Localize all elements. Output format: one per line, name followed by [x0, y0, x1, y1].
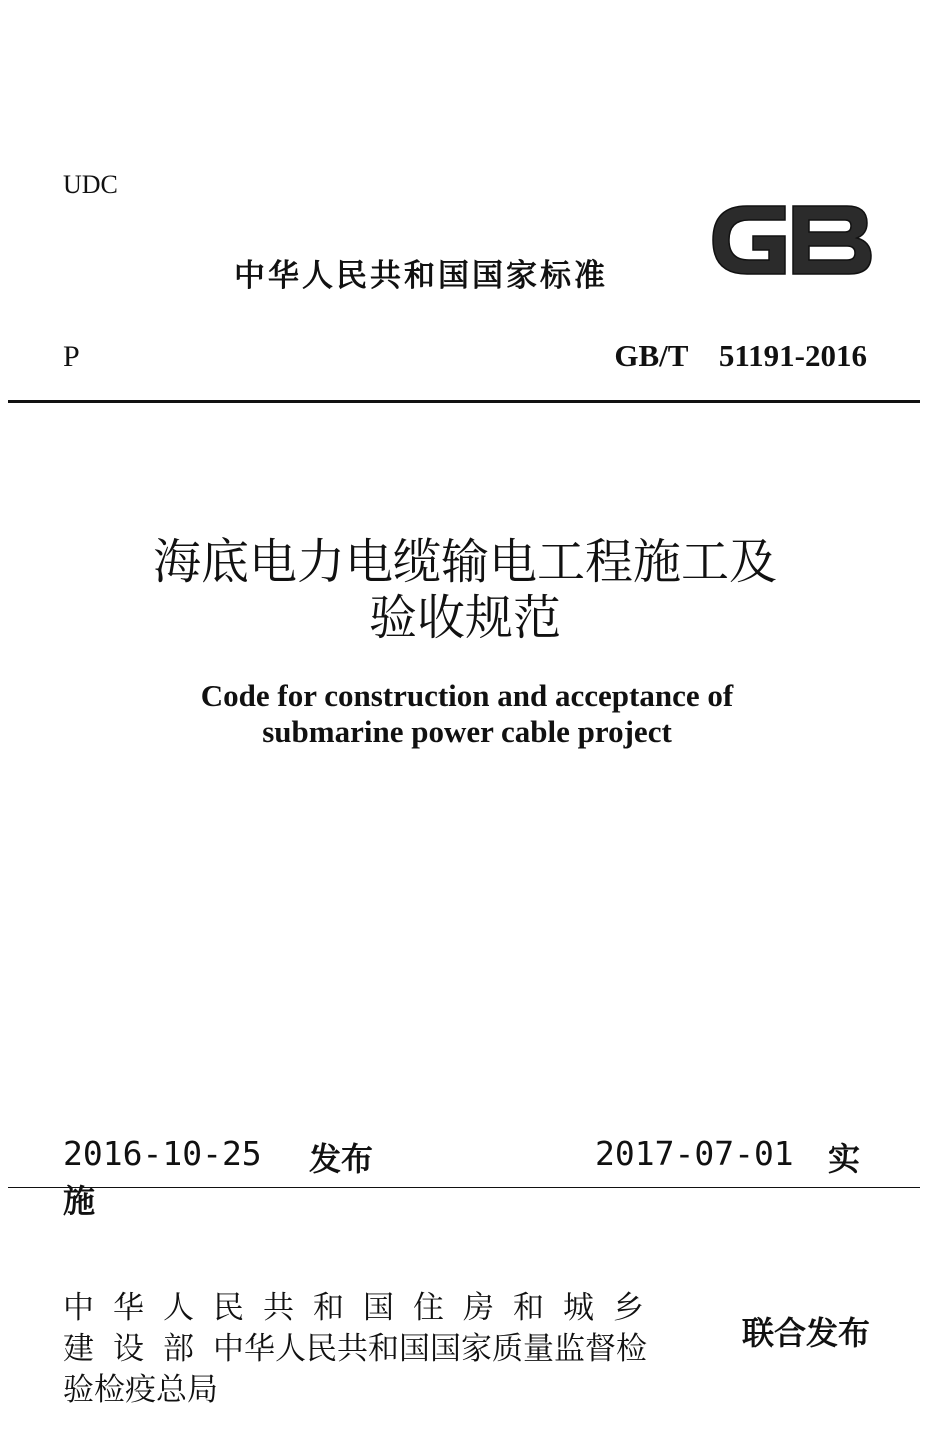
joint-issue-label: 联合发布 [742, 1314, 871, 1352]
issue-date: 2016-10-25 [63, 1134, 262, 1173]
title-chinese-line2: 验收规范 [368, 590, 561, 646]
gb-logo-text: GB [707, 196, 709, 197]
implementation-label-part2: 施 [63, 1182, 96, 1220]
issuer-ministry: 建设部 [63, 1331, 213, 1367]
title-english [0, 678, 934, 750]
title-english-line1: Code for construction and acceptance of [200, 678, 734, 713]
footer-divider [8, 1187, 920, 1188]
implementation-label-part1: 实 [828, 1140, 861, 1178]
classification-code: P [63, 340, 80, 373]
standard-number: GB/T 51191-2016 [614, 338, 867, 373]
title-english-line2: submarine power cable project [262, 714, 672, 749]
issuing-authorities [63, 1288, 683, 1411]
issue-label: 发布 [309, 1140, 374, 1178]
header-divider [8, 400, 920, 403]
issuer-line3: 验检疫总局 [63, 1372, 218, 1408]
issuer-line2-rest: 中华人民共和国国家质量监督检 [213, 1331, 647, 1367]
title-chinese-line1: 海底电力电缆输电工程施工及 [152, 534, 777, 590]
issuer-line1: 中华人民共和国住房和城乡 [63, 1290, 663, 1326]
title-chinese [0, 534, 930, 646]
udc-label: UDC [63, 170, 118, 199]
implementation-date: 2017-07-01 [595, 1134, 794, 1173]
issuer-line2 [63, 1329, 683, 1370]
national-standard-heading: 中华人民共和国国家标准 [234, 258, 608, 294]
gb-logo [707, 196, 875, 284]
